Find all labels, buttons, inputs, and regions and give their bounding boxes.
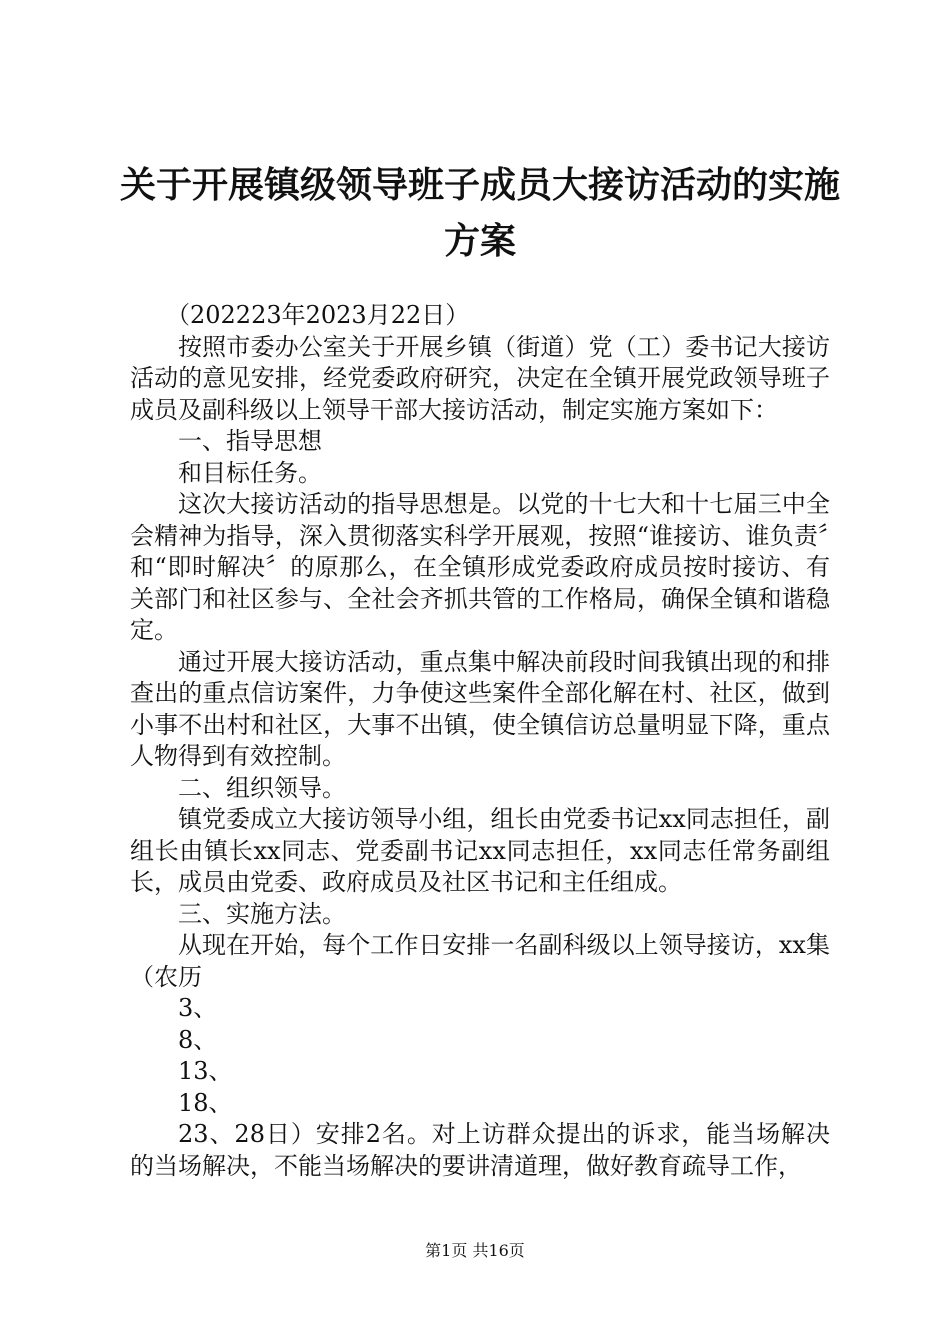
title-line-2: 方案 [443, 221, 516, 262]
list-item: 18、 [178, 1088, 233, 1117]
list-item: 13、 [178, 1057, 233, 1085]
paragraph: 从现在开始，每个工作日安排一名副科级以上领导接访，xx集（农历 [130, 931, 830, 991]
paragraph: 这次大接访活动的指导思想是。以党的十七大和十七届三中全会精神为指导，深入贯彻落实科学开展观，按照“谁接访、谁负责〞和“即时解决〞的原那么，在全镇形成党委政府成员按时接访、有关部门和社区参与、全社会齐抓共管的工作格局，确保全镇和谐稳定。 [130, 490, 830, 644]
document-body [130, 300, 830, 1182]
paragraph: 23、28日）安排2名。对上访群众提出的诉求，能当场解决的当场解决，不能当场解决的要讲清道理，做好教育疏导工作， [130, 1120, 830, 1180]
date-line: （202223年2023月22日） [166, 301, 470, 329]
paragraph-intro: 按照市委办公室关于开展乡镇（街道）党（工）委书记大接访活动的意见安排，经党委政府研究，决定在全镇开展党政领导班子成员及副科级以上领导干部大接访活动，制定实施方案如下： [130, 332, 830, 424]
document-title [120, 158, 840, 270]
paragraph: 和目标任务。 [178, 458, 322, 487]
paragraph: 通过开展大接访活动，重点集中解决前段时间我镇出现的和排查出的重点信访案件，力争使这些案件全部化解在村、社区，做到小事不出村和社区，大事不出镇，使全镇信访总量明显下降，重点人物得到有效控制。 [130, 647, 830, 770]
list-item: 8、 [178, 1025, 218, 1054]
title-line-1: 关于开展镇级领导班子成员大接访活动的实施 [120, 165, 841, 206]
section-heading-methods: 三、实施方法。 [178, 899, 346, 928]
page-footer: 第1页 共16页 [425, 1241, 525, 1260]
paragraph: 镇党委成立大接访领导小组，组长由党委书记xx同志担任，副组长由镇长xx同志、党委副书记xx同志担任，xx同志任常务副组长，成员由党委、政府成员及社区书记和主任组成。 [130, 805, 830, 896]
section-heading-organization: 二、组织领导。 [178, 773, 346, 802]
section-heading-guiding: 一、指导思想 [178, 427, 322, 455]
list-item: 3、 [178, 994, 218, 1022]
